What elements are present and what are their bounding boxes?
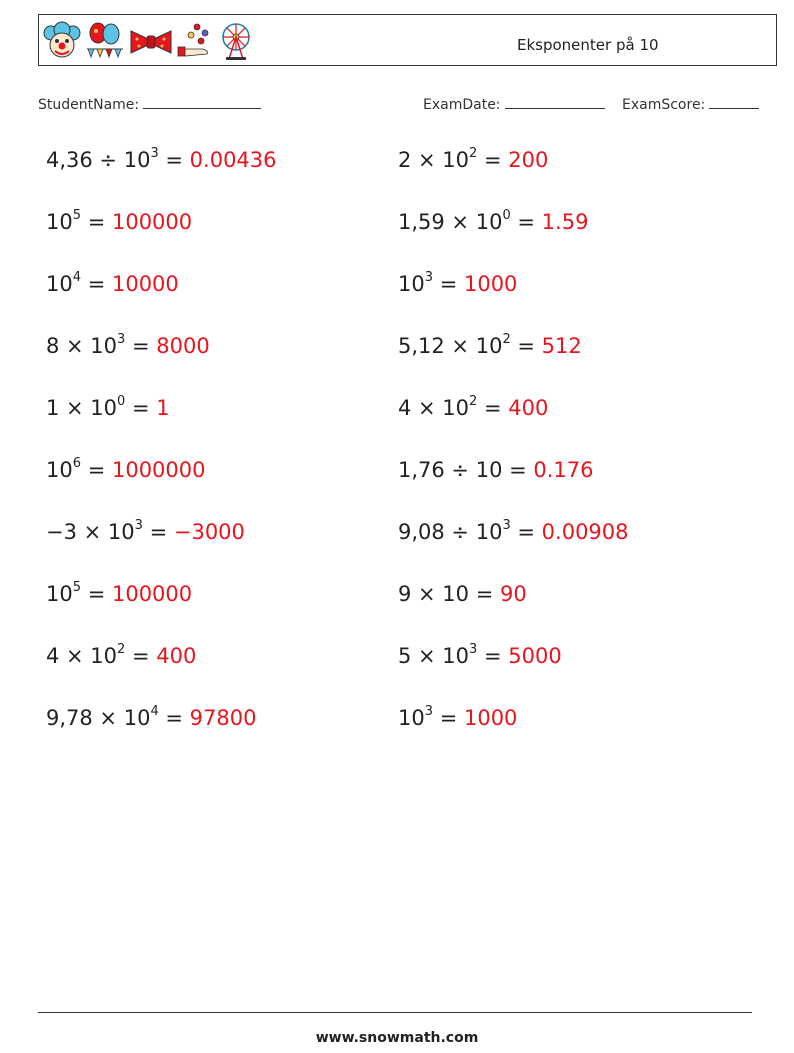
problem-expression: 4 × 10 [398,396,470,420]
equals-sign: = [125,644,157,668]
problem-expression: −3 × 10 [46,520,135,544]
problem-expression: 9,78 × 10 [46,706,151,730]
student-name-label: StudentName: [38,97,140,113]
problem-expression: 10 [46,272,73,296]
equals-sign: = [469,582,500,606]
problem-answer: 400 [508,396,549,420]
problem-answer: 0.00436 [189,148,277,172]
problem-row [46,396,170,420]
problem-row [46,582,192,606]
problem-answer: 512 [541,334,582,358]
problem-expression: 10 [46,458,73,482]
equals-sign: = [510,520,542,544]
problem-answer: 1000 [463,706,518,730]
problem-answer: 90 [499,582,527,606]
equals-sign: = [81,582,112,606]
equals-sign: = [433,706,464,730]
problem-row [46,706,256,730]
problem-expression: 10 [398,706,425,730]
problem-row [398,396,548,420]
problem-row [398,458,594,482]
problem-answer: −3000 [173,520,245,544]
problem-row [398,520,629,544]
problem-answer: 1000 [463,272,518,296]
problem-row [398,272,517,296]
juggling-hand-icon [177,21,213,61]
exam-date-label: ExamDate: [423,97,501,113]
problem-exponent: 3 [469,642,478,657]
equals-sign: = [477,396,509,420]
problem-row [398,582,527,606]
problem-exponent: 3 [424,704,434,719]
problem-answer: 97800 [189,706,257,730]
exam-date-blank[interactable] [505,94,605,109]
exam-score-label: ExamScore: [622,97,706,113]
problem-exponent: 4 [72,270,82,285]
problem-exponent: 0 [117,394,126,409]
problem-expression: 10 [46,210,73,234]
problem-row [398,334,582,358]
problem-answer: 10000 [111,272,179,296]
problem-exponent: 3 [424,270,434,285]
problem-row [46,272,179,296]
problem-exponent: 5 [72,580,82,595]
problem-expression: 9 × 10 [398,582,470,606]
problem-exponent: 2 [117,642,126,657]
problem-expression: 8 × 10 [46,334,118,358]
footer-divider [38,1012,752,1013]
problem-row [46,148,277,172]
student-name-blank[interactable] [143,94,261,109]
equals-sign: = [433,272,464,296]
equals-sign: = [142,520,174,544]
problem-answer: 1 [156,396,170,420]
problem-answer: 1000000 [111,458,206,482]
ferris-wheel-icon [217,21,255,61]
worksheet-title: Eksponenter på 10 [517,36,659,54]
problem-row [46,210,192,234]
equals-sign: = [81,458,112,482]
equals-sign: = [158,148,190,172]
equals-sign: = [502,458,534,482]
problem-answer: 0.00908 [541,520,629,544]
equals-sign: = [81,272,112,296]
problem-answer: 400 [156,644,197,668]
problem-expression: 9,08 ÷ 10 [398,520,503,544]
exam-date-field[interactable] [423,94,605,113]
problem-answer: 8000 [156,334,210,358]
problem-answer: 100000 [111,210,193,234]
equals-sign: = [125,334,157,358]
problem-row [46,458,206,482]
problem-exponent: 6 [72,456,82,471]
problem-exponent: 3 [117,332,126,347]
header-icons [43,20,255,62]
problem-row [398,148,548,172]
problem-exponent: 3 [134,518,143,533]
equals-sign: = [81,210,112,234]
problem-exponent: 2 [469,146,478,161]
problem-expression: 10 [398,272,425,296]
problem-row [46,520,245,544]
problem-expression: 2 × 10 [398,148,470,172]
problem-row [46,644,196,668]
exam-score-blank[interactable] [709,94,759,109]
worksheet-header [38,14,777,66]
problem-expression: 5 × 10 [398,644,470,668]
equals-sign: = [510,334,542,358]
problem-expression: 1 × 10 [46,396,118,420]
problem-row [398,644,562,668]
problem-row [46,334,210,358]
equals-sign: = [125,396,157,420]
problem-expression: 4,36 ÷ 10 [46,148,151,172]
problem-answer: 0.176 [533,458,594,482]
problem-expression: 5,12 × 10 [398,334,503,358]
equals-sign: = [510,210,542,234]
footer-site: www.snowmath.com [315,1030,479,1046]
problem-answer: 5000 [508,644,562,668]
problem-exponent: 0 [502,208,511,223]
problem-expression: 10 [46,582,73,606]
student-name-field[interactable] [38,94,261,113]
problem-expression: 4 × 10 [46,644,118,668]
balloons-bunting-icon [85,21,125,61]
equals-sign: = [158,706,190,730]
problem-answer: 100000 [111,582,193,606]
problem-expression: 1,59 × 10 [398,210,503,234]
equals-sign: = [477,148,509,172]
problem-expression: 1,76 ÷ 10 [398,458,503,482]
exam-score-field[interactable] [622,94,759,113]
problem-row [398,210,588,234]
clown-face-icon [43,21,81,61]
problem-exponent: 2 [502,332,511,347]
problem-exponent: 3 [150,146,159,161]
problem-answer: 1.59 [541,210,589,234]
bow-tie-icon [129,21,173,61]
problem-exponent: 2 [469,394,478,409]
equals-sign: = [477,644,509,668]
problem-answer: 200 [508,148,549,172]
problem-exponent: 3 [502,518,511,533]
problem-exponent: 5 [72,208,82,223]
problem-row [398,706,517,730]
problem-exponent: 4 [150,704,159,719]
